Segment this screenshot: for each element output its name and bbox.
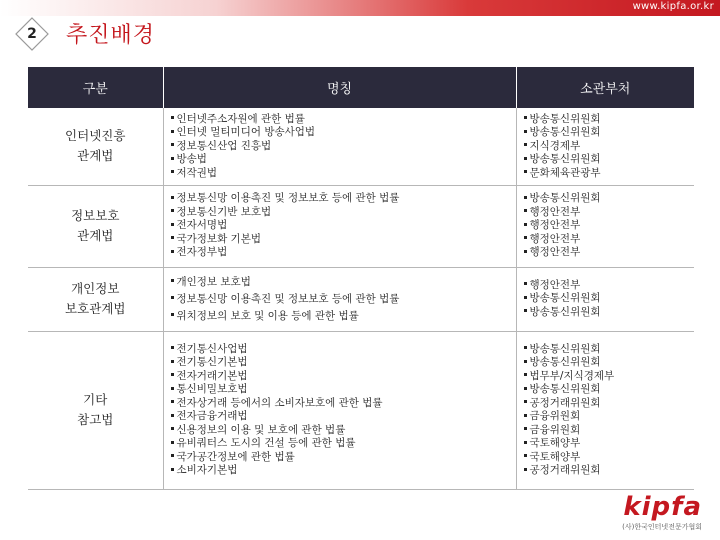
ministry-name: 행정안전부 [529, 278, 581, 291]
list-item [171, 343, 516, 357]
list-item [171, 370, 516, 384]
bullet-icon [524, 250, 527, 253]
ministry-cell [516, 331, 694, 489]
bullet-icon [171, 130, 174, 133]
bullet-icon [524, 223, 527, 226]
law-name: 국가정보화 기본법 [176, 232, 261, 245]
bullet-icon [524, 427, 527, 430]
law-name: 전자서명법 [176, 219, 228, 232]
section-number: 2 [27, 26, 37, 42]
bullet-icon [171, 170, 174, 173]
bullet-icon [171, 196, 174, 199]
category-label: 인터넷진흥 [65, 128, 126, 144]
bullet-icon [524, 196, 527, 199]
list-item [524, 437, 695, 451]
category-label: 정보보호 [71, 208, 120, 223]
table-row [28, 331, 694, 489]
ministry-name: 행정안전부 [529, 219, 581, 232]
list-item [524, 410, 695, 424]
list-item [524, 206, 695, 220]
bullet-icon [171, 346, 174, 349]
bullet-icon [171, 468, 174, 471]
list-item [171, 113, 516, 127]
bullet-icon [524, 387, 527, 390]
law-names-cell [163, 108, 516, 185]
ministry-name: 방송통신위원회 [529, 383, 601, 395]
list-item [524, 451, 695, 465]
bullet-icon [524, 309, 527, 312]
list-item [171, 246, 516, 260]
category-cell [28, 108, 163, 185]
section-number-badge [15, 17, 49, 51]
list-item [171, 424, 516, 438]
list-item [524, 383, 695, 397]
category-cell [28, 267, 163, 331]
ministry-name: 방송통신위원회 [529, 292, 601, 305]
ministry-name: 공정거래위원회 [529, 464, 601, 476]
list-item [171, 219, 516, 233]
law-name: 전자정부법 [176, 246, 228, 259]
list-item [524, 424, 695, 438]
list-item [171, 126, 516, 140]
law-name: 전기통신사업법 [176, 342, 248, 355]
bullet-icon [171, 236, 174, 239]
law-name: 인터넷주소자원에 관한 법률 [176, 112, 305, 125]
law-name: 소비자기본법 [176, 464, 238, 476]
category-label: 관계법 [77, 228, 114, 243]
bullet-icon [524, 360, 527, 363]
ministry-name: 금융위원회 [529, 423, 581, 436]
law-name: 정보통신망 이용촉진 및 정보보호 등에 관한 법률 [176, 292, 400, 305]
bullet-icon [171, 313, 174, 316]
ministry-name: 방송통신위원회 [529, 305, 601, 318]
list-item [171, 291, 516, 308]
table-row [28, 185, 694, 267]
bullet-icon [524, 143, 527, 146]
list-item [524, 233, 695, 247]
list-item [524, 246, 695, 260]
bullet-icon [524, 454, 527, 457]
bullet-icon [524, 170, 527, 173]
ministry-name: 방송통신위원회 [529, 192, 601, 205]
list-item [524, 292, 695, 306]
category-label: 기타 [83, 392, 108, 407]
category-label: 참고법 [77, 412, 114, 427]
ministry-name: 문화체육관광부 [529, 166, 601, 179]
page-title: 추진배경 [66, 23, 156, 48]
list-item [171, 233, 516, 247]
kipfa-logo [620, 494, 702, 534]
ministry-name: 행정안전부 [529, 205, 581, 218]
bullet-icon [524, 373, 527, 376]
bullet-icon [171, 296, 174, 299]
ministry-name: 방송통신위원회 [529, 356, 601, 368]
law-name: 신용정보의 이용 및 보호에 관한 법률 [176, 423, 346, 436]
bullet-icon [171, 157, 174, 160]
law-name: 인터넷 멀티미디어 방송사업법 [176, 126, 316, 138]
law-name: 전자거래기본법 [176, 369, 248, 382]
list-item [171, 192, 516, 206]
list-item [171, 356, 516, 370]
list-item [524, 279, 695, 293]
ministry-name: 국토해양부 [529, 437, 581, 449]
list-item [171, 383, 516, 397]
logo-subtitle: (사)한국인터넷전문가협회 [622, 523, 702, 531]
bullet-icon [171, 209, 174, 212]
list-item [524, 126, 695, 140]
law-name: 방송법 [176, 153, 207, 165]
bullet-icon [524, 157, 527, 160]
ministry-name: 방송통신위원회 [529, 342, 601, 355]
list-item [171, 464, 516, 478]
bullet-icon [524, 346, 527, 349]
list-item [171, 167, 516, 181]
ministry-name: 국토해양부 [529, 450, 581, 463]
bullet-icon [524, 414, 527, 417]
table-header-row [28, 67, 694, 108]
list-item [524, 192, 695, 206]
bullet-icon [171, 360, 174, 363]
law-name: 저작권법 [176, 166, 218, 179]
law-name: 정보통신산업 진흥법 [176, 139, 272, 152]
law-names-cell [163, 185, 516, 267]
top-banner [0, 0, 720, 16]
list-item [524, 370, 695, 384]
list-item [171, 153, 516, 167]
column-header-name: 명칭 [163, 67, 516, 108]
table-row [28, 108, 694, 185]
ministry-name: 지식경제부 [529, 139, 581, 152]
bullet-icon [171, 250, 174, 253]
ministry-name: 방송통신위원회 [529, 112, 601, 125]
bullet-icon [524, 400, 527, 403]
table-row [28, 267, 694, 331]
bullet-icon [171, 116, 174, 119]
law-name: 정보통신기반 보호법 [176, 205, 272, 218]
law-names-cell [163, 331, 516, 489]
law-name: 전자상거래 등에서의 소비자보호에 관한 법률 [176, 396, 383, 409]
category-label: 관계법 [77, 148, 114, 164]
bullet-icon [171, 373, 174, 376]
category-label: 보호관계법 [65, 301, 126, 316]
ministry-name: 행정안전부 [529, 246, 581, 259]
list-item [524, 153, 695, 167]
bullet-icon [524, 209, 527, 212]
category-label: 개인정보 [71, 281, 120, 296]
bullet-icon [524, 282, 527, 285]
bullet-icon [171, 454, 174, 457]
bullet-icon [171, 279, 174, 282]
bullet-icon [171, 387, 174, 390]
law-name: 국가공간정보에 관한 법률 [176, 450, 295, 463]
list-item [171, 410, 516, 424]
bullet-icon [524, 130, 527, 133]
law-table [28, 67, 694, 490]
law-name: 전자금융거래법 [176, 410, 248, 422]
bullet-icon [524, 296, 527, 299]
column-header-ministry: 소관부처 [516, 67, 694, 108]
list-item [171, 274, 516, 291]
bullet-icon [171, 414, 174, 417]
ministry-cell [516, 267, 694, 331]
list-item [524, 219, 695, 233]
list-item [524, 140, 695, 154]
ministry-name: 금융위원회 [529, 410, 581, 422]
ministry-name: 행정안전부 [529, 232, 581, 245]
list-item [171, 451, 516, 465]
law-name: 개인정보 보호법 [176, 275, 251, 288]
bullet-icon [171, 143, 174, 146]
ministry-name: 방송통신위원회 [529, 153, 601, 165]
category-cell [28, 185, 163, 267]
ministry-name: 법무부/지식경제부 [529, 369, 615, 382]
law-names-cell [163, 267, 516, 331]
site-url: www.kipfa.or.kr [632, 1, 714, 12]
bullet-icon [171, 400, 174, 403]
list-item [171, 397, 516, 411]
column-header-category: 구분 [28, 67, 163, 108]
list-item [524, 306, 695, 320]
bullet-icon [524, 441, 527, 444]
bullet-icon [524, 236, 527, 239]
law-name: 통신비밀보호법 [176, 383, 248, 395]
list-item [524, 356, 695, 370]
bullet-icon [524, 116, 527, 119]
list-item [171, 308, 516, 325]
law-name: 위치정보의 보호 및 이용 등에 관한 법률 [176, 309, 359, 322]
law-name: 정보통신망 이용촉진 및 정보보호 등에 관한 법률 [176, 192, 400, 205]
category-cell [28, 331, 163, 489]
list-item [524, 343, 695, 357]
law-name: 전기통신기본법 [176, 356, 248, 368]
bullet-icon [171, 441, 174, 444]
ministry-cell [516, 108, 694, 185]
bullet-icon [171, 223, 174, 226]
ministry-name: 방송통신위원회 [529, 126, 601, 138]
ministry-cell [516, 185, 694, 267]
list-item [524, 464, 695, 478]
ministry-name: 공정거래위원회 [529, 396, 601, 409]
list-item [171, 140, 516, 154]
list-item [524, 113, 695, 127]
list-item [171, 437, 516, 451]
law-name: 유비쿼터스 도시의 건설 등에 관한 법률 [176, 437, 356, 449]
list-item [524, 397, 695, 411]
bullet-icon [524, 468, 527, 471]
logo-wordmark: kipfa [623, 492, 702, 522]
list-item [171, 206, 516, 220]
list-item [524, 167, 695, 181]
bullet-icon [171, 427, 174, 430]
